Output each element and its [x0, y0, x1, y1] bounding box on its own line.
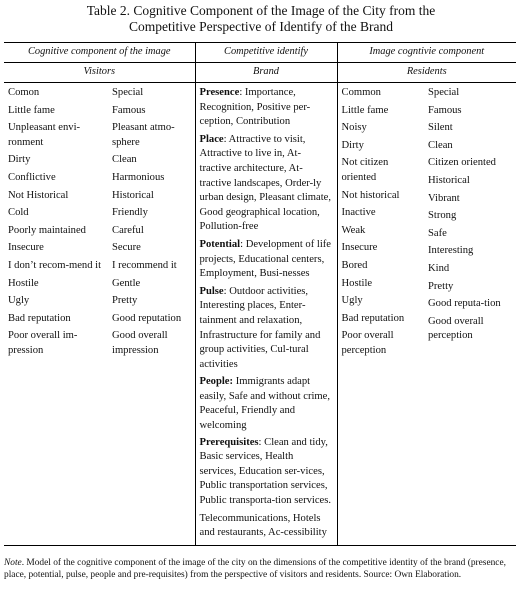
list-item: Gentle — [112, 277, 141, 289]
list-item: Famous — [112, 104, 146, 116]
list-item: Secure — [112, 242, 141, 254]
list-item: Poor overall im-pression — [8, 330, 78, 356]
list-item: Bad reputation — [8, 312, 71, 324]
caption-line-2: Competitive Perspective of Identify of the Brand — [129, 19, 393, 34]
list-item: Cold — [8, 207, 29, 219]
list-item: Little fame — [8, 104, 55, 116]
list-item: Pretty — [428, 280, 454, 292]
brand-dimension-label: Pulse — [199, 285, 224, 297]
brand-dimension-text: : Attractive to visit, Attractive to live in, At-tractive architecture, At-tractive landscapes, Order-ly urban design, Pleasant climate, Good geographical location, Pollution-free — [199, 133, 332, 233]
list-item: Hostile — [341, 277, 373, 289]
list-item: Not historical — [341, 189, 400, 201]
list-item: Bored — [341, 259, 368, 271]
brand-dimension-label: Place — [199, 133, 224, 145]
list-item: Pretty — [112, 295, 138, 307]
header-competitive-identify: Competitive identify — [195, 43, 337, 63]
brand-dimension-text: : Importance, Recognition, Positive per-ception, Contribution — [199, 87, 311, 128]
list-item: Safe — [428, 227, 447, 239]
brand-dimension — [200, 436, 333, 509]
brand-dimension-label: Prerequisites — [199, 436, 259, 448]
visitors-positive-column — [108, 83, 195, 546]
brand-dimension-text: : Clean and tidy, Basic services, Health services, Education ser-vices, Public transportation services, Public transporta-tion services. — [199, 436, 332, 507]
list-item: Bad reputation — [341, 312, 405, 324]
list-item: Insecure — [8, 242, 44, 254]
list-item: Ugly — [8, 295, 30, 307]
list-item: Comon — [8, 87, 40, 98]
list-item: Pleasant atmo-sphere — [112, 122, 175, 148]
brand-dimension — [200, 512, 333, 541]
visitors-negative-list — [8, 86, 104, 359]
list-item: Ugly — [341, 295, 363, 307]
brand-dimension — [200, 238, 333, 282]
list-item: Kind — [428, 262, 450, 274]
list-item: Poorly maintained — [8, 224, 86, 236]
list-item: Good reputation — [112, 312, 182, 324]
list-item: Historical — [112, 189, 154, 201]
list-item: Inactive — [341, 207, 376, 219]
list-item: Careful — [112, 224, 144, 236]
brand-dimension-label: Presence — [199, 87, 240, 98]
cognitive-component-table — [4, 42, 516, 546]
note-label: Note — [4, 558, 22, 568]
list-item: Harmonious — [112, 171, 165, 183]
visitors-negative-column — [4, 83, 108, 546]
brand-dimension — [200, 375, 333, 433]
header-image-cognitive-component: Image cogntivie component — [337, 43, 516, 63]
list-item: I don’t recom-mend it — [8, 259, 102, 271]
list-item: Dirty — [341, 139, 364, 151]
list-item: Clean — [112, 154, 137, 166]
list-item: Silent — [428, 122, 453, 134]
list-item: Historical — [428, 174, 470, 186]
visitors-positive-list — [112, 86, 191, 359]
list-item: Dirty — [8, 154, 31, 166]
list-item: Special — [112, 87, 144, 98]
list-item: Good reputa-tion — [428, 298, 501, 310]
residents-positive-list — [428, 86, 512, 344]
list-item: Not citizen oriented — [341, 157, 389, 183]
list-item: Insecure — [341, 242, 378, 254]
residents-negative-list — [342, 86, 421, 359]
list-item: I recommend it — [112, 259, 177, 271]
brand-dimension-label: People: — [199, 376, 234, 388]
brand-dimension-label: Potential — [199, 238, 241, 250]
residents-positive-column — [424, 83, 516, 546]
brand-dimension — [200, 133, 333, 235]
list-item: Clean — [428, 139, 453, 151]
header-cognitive-component: Cognitive component of the image — [4, 43, 195, 63]
list-item: Strong — [428, 210, 457, 222]
brand-dimension-text: : Development of life projects, Educational centers, Employment, Busi-nesses — [199, 238, 332, 280]
brand-dimension-text: Telecommunications, Hotels and restaurants, Ac-cessibility — [199, 512, 327, 539]
subheader-visitors: Visitors — [4, 63, 195, 83]
list-item: Friendly — [112, 207, 148, 219]
list-item: Poor overall perception — [341, 330, 394, 356]
subheader-brand: Brand — [195, 63, 337, 83]
brand-dimension — [200, 285, 333, 373]
list-item: Conflictive — [8, 171, 56, 183]
list-item: Common — [341, 87, 381, 98]
list-item: Good overall impression — [112, 330, 168, 356]
list-item: Weak — [341, 224, 366, 236]
list-item: Citizen oriented — [428, 157, 496, 169]
subheader-residents: Residents — [337, 63, 516, 83]
list-item: Hostile — [8, 277, 39, 289]
caption-line-1: Table 2. Cognitive Component of the Image of the City from the — [86, 3, 436, 18]
brand-dimension — [200, 86, 333, 130]
table-note — [4, 558, 516, 581]
list-item: Unpleasant envi-ronment — [8, 122, 81, 148]
list-item: Famous — [428, 104, 462, 116]
brand-dimension-text: : Outdoor activities, Interesting places, Enter-tainment and relaxation, Infrastructure for family and group activities, Cul-tural activities — [199, 285, 321, 370]
list-item: Vibrant — [428, 192, 460, 204]
list-item: Not Historical — [8, 189, 69, 201]
brand-column — [195, 83, 337, 546]
list-item: Special — [428, 87, 460, 98]
list-item: Good overall perception — [428, 315, 484, 342]
residents-negative-column — [337, 83, 424, 546]
list-item: Little fame — [341, 104, 389, 116]
list-item: Interesting — [428, 245, 474, 257]
list-item: Noisy — [341, 122, 367, 134]
brand-dimensions-list — [200, 86, 333, 541]
table-caption — [0, 3, 522, 35]
brand-dimension-text: Immigrants adapt easily, Safe and without crime, Peaceful, Friendly and welcoming — [199, 376, 331, 432]
note-text: . Model of the cognitive component of the image of the city on the dimensions of the competitive identity of the brand (presence, place, potential, pulse, people and pre-requisites) from the perspective of visitors and residents. Source: Own Elaboration. — [4, 558, 506, 580]
